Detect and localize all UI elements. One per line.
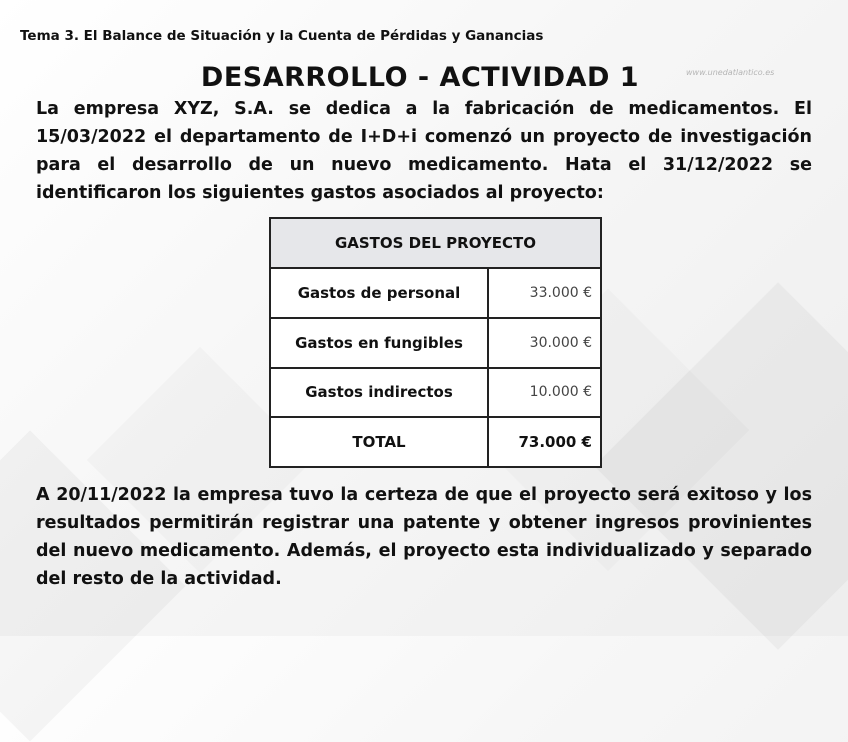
expense-value: 10.000 € bbox=[488, 368, 601, 418]
total-value: 73.000 € bbox=[488, 417, 601, 467]
closing-paragraph: A 20/11/2022 la empresa tuvo la certeza de que el proyecto será exitoso y los resultados permitirán registrar una patente y obtener ingresos provinientes del nuevo medicamento. Además, el proyecto esta individualizado y separado del resto de la actividad. bbox=[36, 485, 812, 589]
table-row bbox=[270, 368, 601, 418]
table-header: GASTOS DEL PROYECTO bbox=[270, 218, 601, 268]
table-row bbox=[270, 268, 601, 318]
table-row bbox=[270, 318, 601, 368]
table-total-row bbox=[270, 417, 601, 467]
topic-header: Tema 3. El Balance de Situación y la Cuenta de Pérdidas y Ganancias bbox=[20, 28, 544, 44]
expense-value: 33.000 € bbox=[488, 268, 601, 318]
expense-label: Gastos de personal bbox=[270, 268, 488, 318]
watermark: www.unedatlantico.es bbox=[686, 68, 775, 77]
total-label: TOTAL bbox=[270, 417, 488, 467]
expenses-table bbox=[269, 217, 602, 468]
expense-label: Gastos en fungibles bbox=[270, 318, 488, 368]
table-header-row bbox=[270, 218, 601, 268]
page-title: DESARROLLO - ACTIVIDAD 1 bbox=[200, 62, 640, 93]
intro-paragraph: La empresa XYZ, S.A. se dedica a la fabricación de medicamentos. El 15/03/2022 el departamento de I+D+i comenzó un proyecto de investigación para el desarrollo de un nuevo medicamento. Hata el 31/12/2022 se identificaron los siguientes gastos asociados al proyecto: bbox=[36, 99, 812, 203]
expense-value: 30.000 € bbox=[488, 318, 601, 368]
expense-label: Gastos indirectos bbox=[270, 368, 488, 418]
